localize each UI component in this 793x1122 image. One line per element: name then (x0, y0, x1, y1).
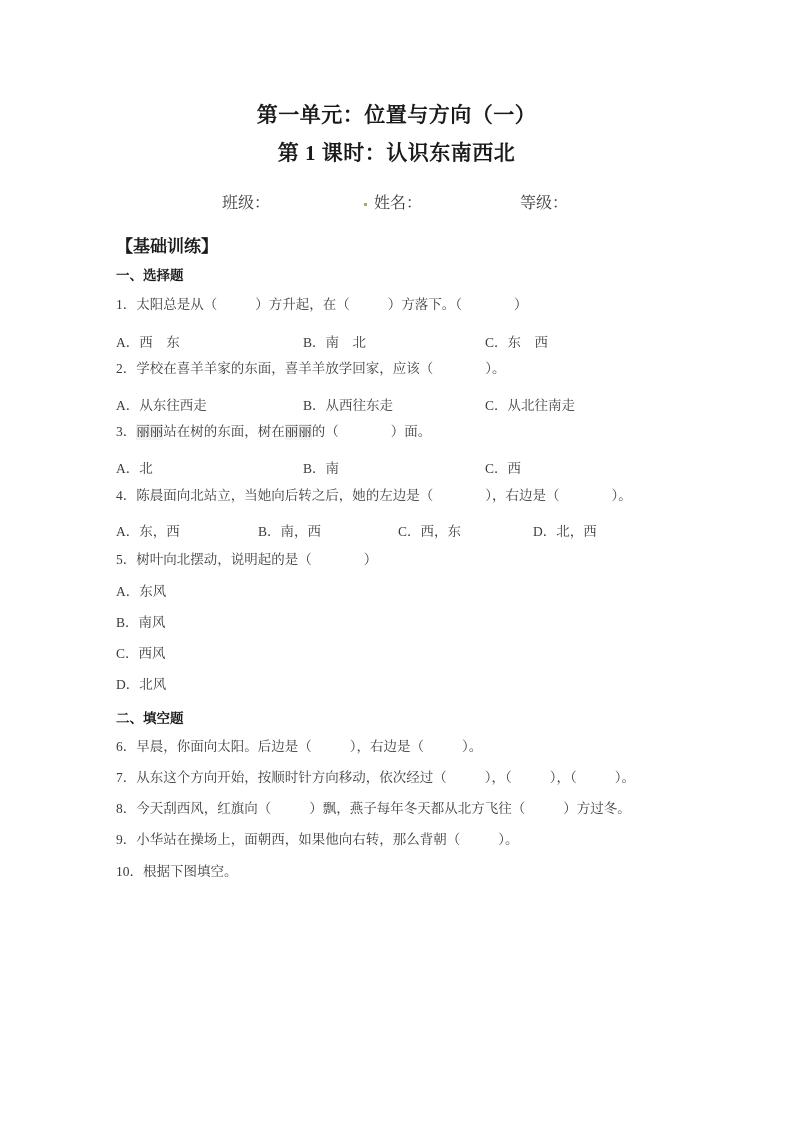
q5-option-c[interactable]: C．西风 (116, 646, 166, 661)
question-3-options (0, 460, 793, 480)
stray-dot-artifact (364, 203, 367, 206)
question-4-stem (116, 487, 632, 505)
q1-option-b[interactable]: B．南 北 (303, 335, 367, 350)
question-3-stem (116, 423, 431, 441)
q1-option-a[interactable]: A．西 东 (116, 335, 180, 350)
question-2-stem (116, 360, 506, 378)
q6-part-b: ），右边是（ (349, 739, 424, 754)
q9-part-a: 9．小华站在操场上，面朝西，如果他向右转，那么背朝（ (116, 832, 461, 847)
q2-option-b[interactable]: B．从西往东走 (303, 398, 394, 413)
q8-part-c: ）方过冬。 (563, 801, 631, 816)
q7-part-a: 7．从东这个方向开始，按顺时针方向移动，依次经过（ (116, 770, 447, 785)
q7-part-c: ），（ (549, 770, 577, 785)
q3-option-a[interactable]: A．北 (116, 461, 153, 476)
q5-part-a: 5．树叶向北摆动，说明起的是（ (116, 552, 312, 567)
q3-option-c[interactable]: C．西 (485, 461, 522, 476)
q1-option-c[interactable]: C．东 西 (485, 335, 549, 350)
q5-option-b[interactable]: B．南风 (116, 615, 166, 630)
q4-option-b[interactable]: B．南，西 (258, 524, 322, 539)
q4-part-c: ）。 (611, 488, 632, 503)
grade-label: 等级： (520, 195, 569, 212)
q3-part-b: 的（ (311, 424, 339, 439)
q4-option-d[interactable]: D．北，西 (533, 524, 597, 539)
q3-part-num: 3． (116, 424, 137, 439)
page-title-sub: 第 1 课时：认识东南西北 (277, 141, 516, 165)
q9-part-b: ）。 (498, 832, 519, 847)
section-heading-choice: 一、选择题 (116, 268, 184, 283)
q2-option-a[interactable]: A．从东往西走 (116, 398, 207, 413)
q8-part-b: ）飘，燕子每年冬天都从北方飞往（ (309, 801, 526, 816)
q3-part-c: ）面。 (390, 424, 432, 439)
q2-option-c[interactable]: C．从北往南走 (485, 398, 576, 413)
question-10-stem: 10．根据下图填空。 (116, 864, 238, 879)
question-1-stem (116, 296, 528, 314)
q8-part-a: 8．今天刮西风，红旗向（ (116, 801, 272, 816)
q2-part-b: ）。 (485, 361, 506, 376)
student-info-row (0, 190, 793, 214)
question-1-options (0, 334, 793, 354)
question-4-options (0, 523, 793, 543)
q4-part-b: ），右边是（ (485, 488, 560, 503)
question-2-options (0, 397, 793, 417)
heading-basic-training: 【基础训练】 (116, 237, 218, 256)
name-label: 姓名： (374, 195, 423, 212)
q1-part-b: ）方升起，在（ (255, 297, 350, 312)
question-8-stem (116, 800, 631, 818)
q3-part-a: 站在树的东面，树在 (163, 424, 285, 439)
q1-part-d: ） (514, 297, 528, 312)
q3-highlight-name-2: 丽丽 (284, 424, 312, 440)
question-9-stem (116, 831, 519, 849)
question-5-stem (116, 551, 377, 569)
q6-part-c: ）。 (462, 739, 483, 754)
q3-option-b[interactable]: B．南 (303, 461, 340, 476)
q1-part-c: ）方落下。（ (387, 297, 462, 312)
section-heading-fill: 二、填空题 (116, 711, 184, 726)
question-7-stem (116, 769, 635, 787)
page-title-main: 第一单元：位置与方向（一） (256, 103, 537, 127)
q1-part-a: 1．太阳总是从（ (116, 297, 218, 312)
q6-part-a: 6．早晨，你面向太阳。后边是（ (116, 739, 312, 754)
q2-part-a: 2．学校在喜羊羊家的东面，喜羊羊放学回家，应该（ (116, 361, 434, 376)
q5-part-b: ） (363, 552, 378, 567)
q4-option-a[interactable]: A．东，西 (116, 524, 180, 539)
q3-highlight-name-1: 丽丽 (136, 424, 164, 440)
q4-option-c[interactable]: C．西，东 (398, 524, 462, 539)
class-label: 班级： (222, 195, 271, 212)
q4-part-a: 4．陈晨面向北站立，当她向后转之后，她的左边是（ (116, 488, 434, 503)
q7-part-b: ），（ (484, 770, 512, 785)
q5-option-a[interactable]: A．东风 (116, 584, 167, 599)
q7-part-d: ）。 (614, 770, 635, 785)
q5-option-d[interactable]: D．北风 (116, 677, 167, 692)
question-6-stem (116, 738, 482, 756)
